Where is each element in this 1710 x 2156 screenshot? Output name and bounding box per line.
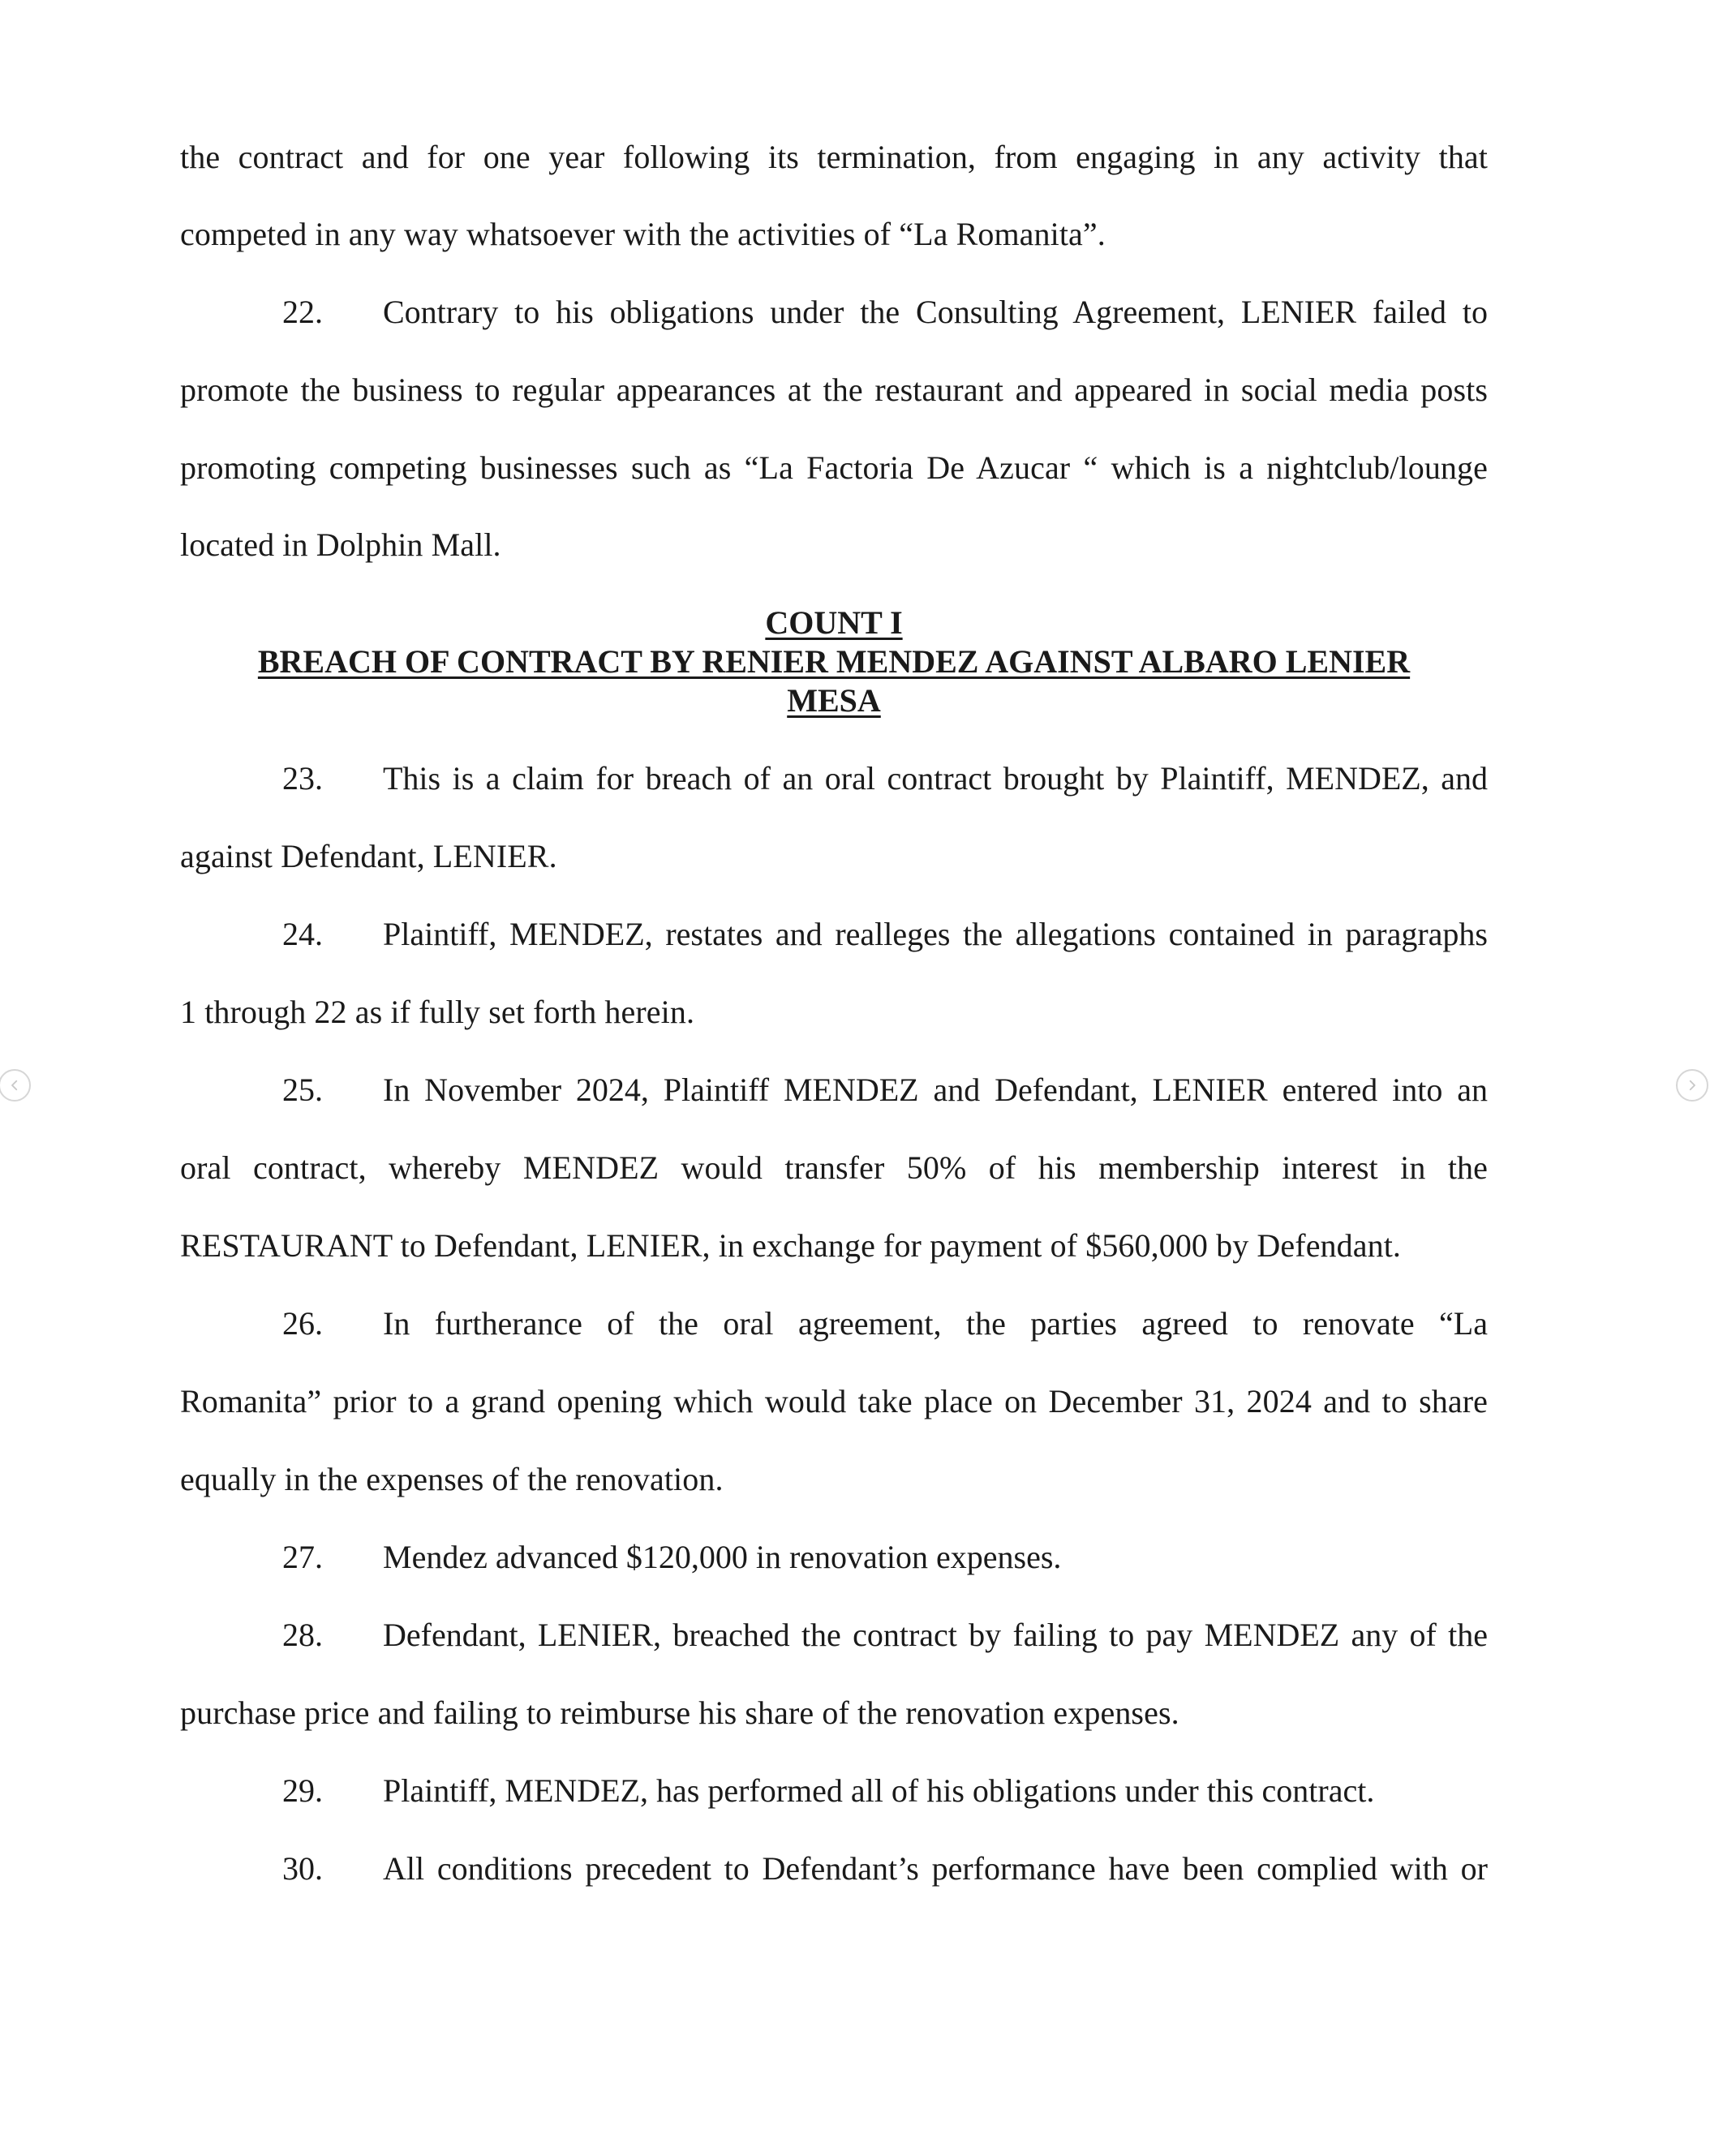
paragraph-text: against Defendant, LENIER. [180, 838, 557, 874]
chevron-right-icon [1685, 1078, 1699, 1093]
paragraph-text: located in Dolphin Mall. [180, 526, 501, 563]
paragraph-text: purchase price and failing to reimburse his share of the renovation expenses. [180, 1694, 1179, 1731]
paragraph-number: 26. [282, 1305, 323, 1342]
paragraph-text: equally in the expenses of the renovation. [180, 1461, 724, 1497]
paragraph-text: Contrary to his obligations under the Consulting Agreement, LENIER failed to [383, 294, 1488, 330]
paragraph-text: oral contract, whereby MENDEZ would transfer 50% of his membership interest in the [180, 1149, 1488, 1186]
paragraph-number: 24. [282, 916, 323, 952]
paragraph-text: 1 through 22 as if fully set forth herein. [180, 994, 695, 1030]
paragraph-text: RESTAURANT to Defendant, LENIER, in exchange for payment of $560,000 by Defendant. [180, 1227, 1402, 1264]
paragraph-text: promoting competing businesses such as “La Factoria De Azucar “ which is a nightclub/lounge [180, 449, 1488, 486]
paragraph-text: All conditions precedent to Defendant’s performance have been complied with or [383, 1850, 1488, 1887]
count-title: COUNT I [765, 604, 903, 641]
next-button[interactable] [1676, 1069, 1708, 1102]
paragraph-text: promote the business to regular appearances at the restaurant and appeared in social media posts [180, 372, 1488, 408]
paragraph-number: 28. [282, 1617, 323, 1653]
paragraph-text: Defendant, LENIER, breached the contract by failing to pay MENDEZ any of the [383, 1617, 1488, 1653]
paragraph-text: Plaintiff, MENDEZ, restates and realleges the allegations contained in paragraphs [383, 916, 1488, 952]
paragraph-text: Romanita” prior to a grand opening which would take place on December 31, 2024 and to share [180, 1383, 1488, 1419]
paragraph-text: Mendez advanced $120,000 in renovation expenses. [383, 1539, 1062, 1575]
paragraph-text: Plaintiff, MENDEZ, has performed all of his obligations under this contract. [383, 1772, 1375, 1809]
paragraph-text: In furtherance of the oral agreement, the parties agreed to renovate “La [383, 1305, 1488, 1342]
paragraph-number: 29. [282, 1772, 323, 1809]
paragraph-text: This is a claim for breach of an oral contract brought by Plaintiff, MENDEZ, and [383, 760, 1488, 797]
paragraph-number: 30. [282, 1850, 323, 1887]
continuation-line: the contract and for one year following its termination, from engaging in any activity that [180, 139, 1488, 175]
paragraph-text: In November 2024, Plaintiff MENDEZ and Defendant, LENIER entered into an [383, 1072, 1488, 1108]
paragraph-number: 22. [282, 294, 323, 330]
paragraph-number: 25. [282, 1072, 323, 1108]
count-subtitle: BREACH OF CONTRACT BY RENIER MENDEZ AGAINST ALBARO LENIER [257, 643, 1411, 680]
continuation-line: competed in any way whatsoever with the activities of “La Romanita”. [180, 216, 1106, 252]
count-subtitle: MESA [787, 682, 881, 719]
chevron-left-icon [7, 1078, 22, 1093]
paragraph-number: 27. [282, 1539, 323, 1575]
paragraph-number: 23. [282, 760, 323, 797]
